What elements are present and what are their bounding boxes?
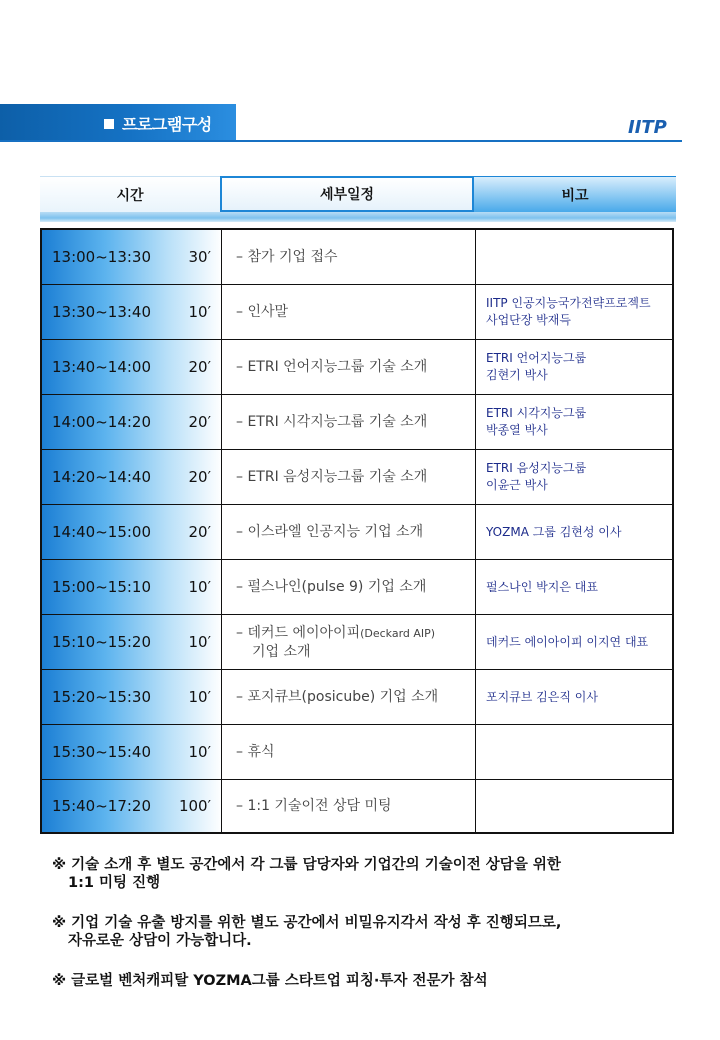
time-cell: [42, 230, 222, 284]
time-range: 14:40~15:00: [52, 523, 152, 541]
duration: 20′: [188, 358, 211, 376]
footnote-line: ※ 글로벌 벤처캐피탈 YOZMA그룹 스타트업 피칭·투자 전문가 참석: [52, 973, 488, 989]
duration: 10′: [188, 743, 211, 761]
note-line: 김현기 박사: [486, 368, 548, 382]
note-cell: [476, 670, 672, 724]
section-title-label: 프로그램구성: [122, 115, 212, 134]
note-line: IITP 인공지능국가전략프로젝트: [486, 296, 651, 310]
time-cell: [42, 560, 222, 614]
table-row: [42, 230, 672, 285]
note-cell: [476, 285, 672, 339]
header-underline: [40, 212, 676, 222]
table-row: [42, 615, 672, 670]
detail-small: (Deckard AIP): [360, 626, 436, 640]
note-line: ETRI 음성지능그룹: [486, 461, 587, 475]
duration: 10′: [188, 303, 211, 321]
time-cell: [42, 395, 222, 449]
detail-line: [236, 624, 435, 643]
footnote-line: ※ 기업 기술 유출 방지를 위한 별도 공간에서 비밀유지각서 작성 후 진행되므로,: [52, 915, 562, 931]
note-line: 펄스나인 박지은 대표: [486, 579, 598, 594]
duration: 10′: [188, 633, 211, 651]
detail-cell: – 포지큐브(posicube) 기업 소개: [222, 670, 476, 724]
time-cell: [42, 615, 222, 669]
time-range: 14:00~14:20: [52, 413, 152, 431]
header-divider: [0, 140, 682, 142]
detail-cell: – 펄스나인(pulse 9) 기업 소개: [222, 560, 476, 614]
footnote: [52, 972, 692, 990]
table-row: [42, 780, 672, 832]
note-line: 박종열 박사: [486, 423, 548, 437]
note-cell: [476, 230, 672, 284]
note-line: 데커드 에이아이피 이지연 대표: [486, 634, 649, 649]
note-line: 이윤근 박사: [486, 478, 548, 492]
note-line: YOZMA 그룹 김현성 이사: [486, 524, 622, 539]
table-row: [42, 450, 672, 505]
time-cell: [42, 285, 222, 339]
time-cell: [42, 670, 222, 724]
time-range: 13:30~13:40: [52, 303, 152, 321]
time-cell: [42, 450, 222, 504]
footnote-line-2: 자유로운 상담이 가능합니다.: [68, 933, 252, 949]
time-range: 15:40~17:20: [52, 797, 152, 815]
duration: 10′: [188, 578, 211, 596]
table-row: [42, 725, 672, 780]
column-header-detail: 세부일정: [220, 176, 474, 212]
note-cell: [476, 395, 672, 449]
note-cell: [476, 340, 672, 394]
note-cell: [476, 505, 672, 559]
table-row: [42, 670, 672, 725]
detail-main: – 데커드 에이아이피: [236, 624, 361, 641]
detail-cell: – 이스라엘 인공지능 기업 소개: [222, 505, 476, 559]
note-cell: [476, 725, 672, 779]
time-cell: [42, 340, 222, 394]
table-row: [42, 285, 672, 340]
duration: 20′: [188, 413, 211, 431]
section-title: [104, 112, 212, 135]
column-header-note: 비고: [474, 176, 676, 212]
table-row: [42, 340, 672, 395]
time-range: 14:20~14:40: [52, 468, 152, 486]
table-row: [42, 395, 672, 450]
note-cell: [476, 780, 672, 832]
note-line: 사업단장 박재득: [486, 313, 571, 327]
note-line: 포지큐브 김은직 이사: [486, 689, 598, 704]
detail-cell: – ETRI 언어지능그룹 기술 소개: [222, 340, 476, 394]
time-range: 15:00~15:10: [52, 578, 152, 596]
footnote: [52, 914, 692, 950]
detail-cell: – 참가 기업 접수: [222, 230, 476, 284]
detail-cell: – 인사말: [222, 285, 476, 339]
time-cell: [42, 780, 222, 832]
footnote-line-2: 1:1 미팅 진행: [68, 875, 161, 891]
footnote: [52, 856, 692, 892]
time-range: 15:10~15:20: [52, 633, 152, 651]
schedule-table: [40, 228, 674, 834]
detail-cell: – 1:1 기술이전 상담 미팅: [222, 780, 476, 832]
note-line: ETRI 언어지능그룹: [486, 351, 587, 365]
time-range: 13:40~14:00: [52, 358, 152, 376]
detail-cell: [222, 615, 476, 669]
square-bullet-icon: [104, 119, 114, 129]
note-line: ETRI 시각지능그룹: [486, 406, 587, 420]
note-cell: [476, 615, 672, 669]
detail-cell: – ETRI 음성지능그룹 기술 소개: [222, 450, 476, 504]
detail-line-2: 기업 소개: [252, 643, 311, 660]
duration: 20′: [188, 523, 211, 541]
footnotes: [52, 856, 692, 1012]
time-cell: [42, 725, 222, 779]
detail-cell: – ETRI 시각지능그룹 기술 소개: [222, 395, 476, 449]
iitp-logo: IITP: [628, 117, 667, 138]
duration: 20′: [188, 468, 211, 486]
time-cell: [42, 505, 222, 559]
duration: 30′: [188, 248, 211, 266]
note-cell: [476, 450, 672, 504]
table-row: [42, 505, 672, 560]
duration: 10′: [188, 688, 211, 706]
detail-cell: – 휴식: [222, 725, 476, 779]
time-range: 13:00~13:30: [52, 248, 152, 266]
time-range: 15:20~15:30: [52, 688, 152, 706]
column-header-time: 시간: [40, 176, 220, 212]
footnote-line: ※ 기술 소개 후 별도 공간에서 각 그룹 담당자와 기업간의 기술이전 상담을 위한: [52, 857, 561, 873]
duration: 100′: [178, 797, 211, 815]
note-cell: [476, 560, 672, 614]
table-row: [42, 560, 672, 615]
time-range: 15:30~15:40: [52, 743, 152, 761]
